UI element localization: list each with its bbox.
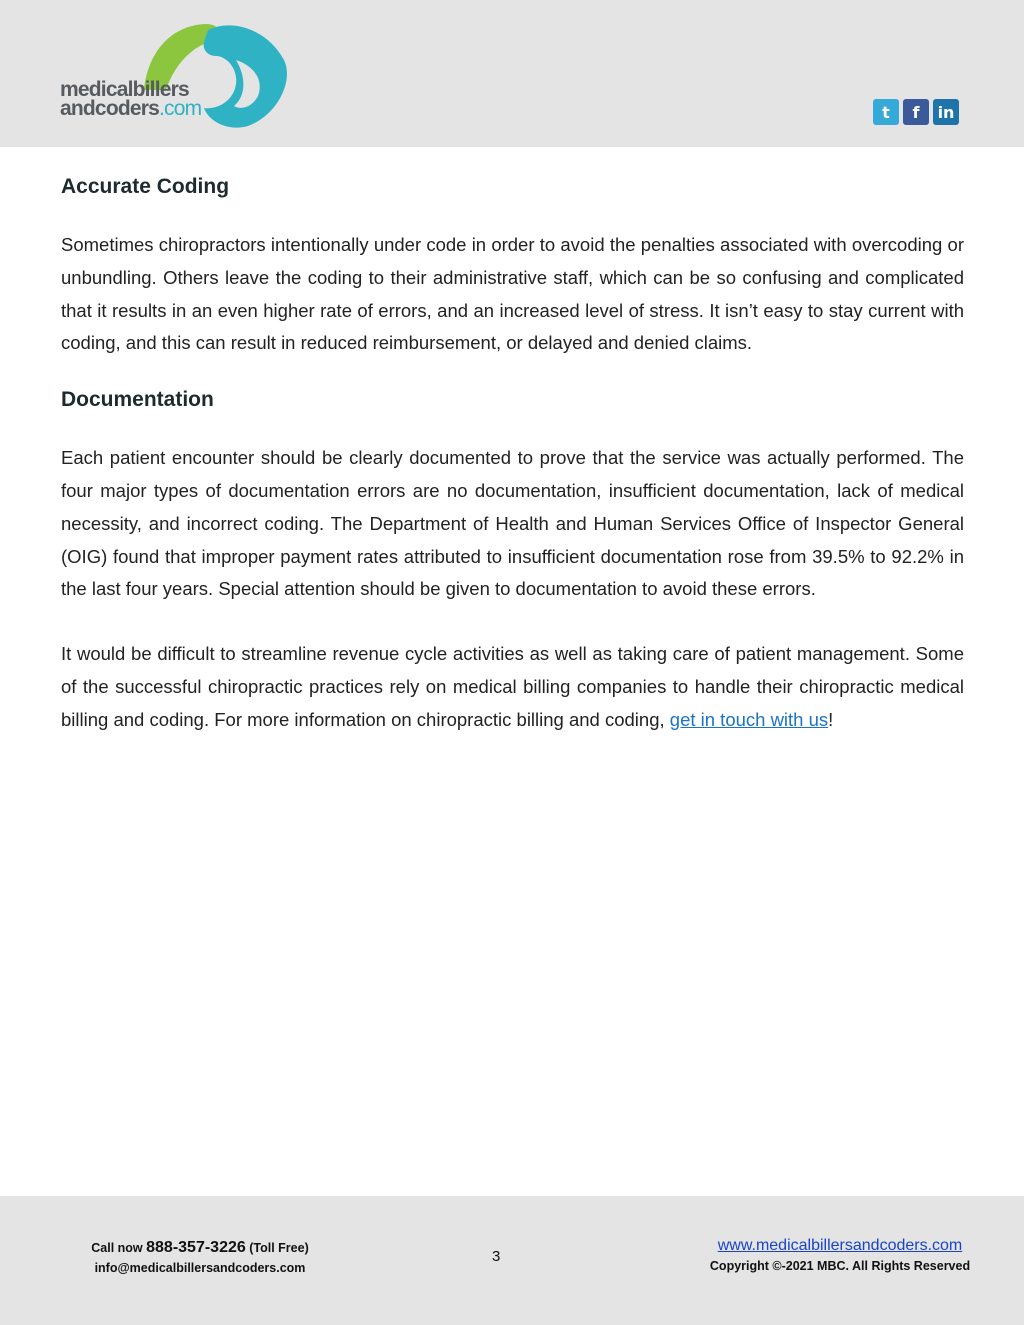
social-links	[873, 99, 959, 125]
email-address[interactable]: info@medicalbillersandcoders.com	[94, 1261, 306, 1275]
section-heading: Documentation	[61, 388, 214, 412]
website-link[interactable]: www.medicalbillersandcoders.com	[717, 1237, 963, 1254]
facebook-icon[interactable]: f	[903, 99, 929, 125]
company-logo[interactable]	[58, 20, 290, 132]
closing-paragraph: It would be difficult to streamline revenue cycle activities as well as taking care of patient management. Some of the successful chiropractic practices rely on medical billing companies to handle their chiropractic medical billing and coding. For more information on chiropractic billing and coding, get in touch with us!	[61, 643, 964, 730]
twitter-icon[interactable]: t	[873, 99, 899, 125]
page-number: 3	[492, 1248, 501, 1265]
copyright-text: Copyright ©-2021 MBC. All Rights Reserved	[709, 1259, 971, 1273]
contact-info: Call now 888-357-3226 (Toll Free) info@medicalbillersandcoders.com	[60, 1238, 340, 1278]
site-info	[700, 1236, 980, 1276]
phone-number[interactable]: 888-357-3226	[146, 1239, 246, 1256]
main-content	[61, 168, 964, 737]
section-paragraph: Each patient encounter should be clearly documented to prove that the service was actually performed. The four major types of documentation errors are no documentation, insufficient documentation, lack of medical necessity, and incorrect coding. The Department of Health and Human Services Office of Inspector General (OIG) found that improper payment rates attributed to insufficient documentation rose from 39.5% to 92.2% in the last four years. Special attention should be given to documentation to avoid these errors.	[61, 447, 964, 600]
linkedin-icon[interactable]: in	[933, 99, 959, 125]
page-header	[0, 0, 1024, 147]
section-heading: Accurate Coding	[61, 175, 230, 198]
logo-wordmark: medicalbillers andcoders.com	[60, 78, 202, 120]
page-footer	[0, 1196, 1024, 1325]
contact-link[interactable]: get in touch with us	[669, 708, 829, 730]
section-paragraph: Sometimes chiropractors intentionally under code in order to avoid the penalties associated with overcoding or unbundling. Others leave the coding to their administrative staff, which can be so confusing and complicated that it results in an even higher rate of errors, and an increased level of stress. It isn’t easy to stay current with coding, and this can result in reduced reimbursement, or delayed and denied claims.	[61, 234, 964, 354]
